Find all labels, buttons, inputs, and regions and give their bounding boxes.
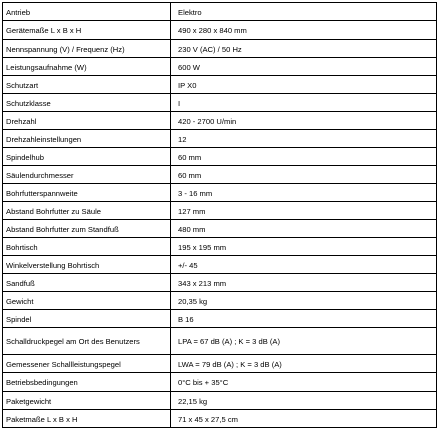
table-row — [3, 3, 437, 21]
spec-value: 22,15 kg — [171, 392, 437, 410]
spec-label: Säulendurchmesser — [3, 166, 171, 184]
table-row — [3, 130, 437, 148]
spec-value: 0°C bis + 35°C — [171, 373, 437, 392]
spec-value: I — [171, 94, 437, 112]
spec-value: 195 x 195 mm — [171, 238, 437, 256]
spec-label: Paketmaße L x B x H — [3, 410, 171, 428]
spec-label: Gerätemaße L x B x H — [3, 21, 171, 40]
spec-label: Gemessener Schallleistungspegel — [3, 355, 171, 373]
spec-label: Schalldruckpegel am Ort des Benutzers — [3, 328, 171, 355]
spec-value: 20,35 kg — [171, 292, 437, 310]
spec-label: Abstand Bohrfutter zu Säule — [3, 202, 171, 220]
spec-label: Paketgewicht — [3, 392, 171, 410]
table-row — [3, 184, 437, 202]
table-row — [3, 238, 437, 256]
spec-label: Sandfuß — [3, 274, 171, 292]
table-row — [3, 392, 437, 410]
table-row — [3, 21, 437, 40]
spec-label: Drehzahleinstellungen — [3, 130, 171, 148]
spec-value: 60 mm — [171, 166, 437, 184]
spec-value: LPA = 67 dB (A) ; K = 3 dB (A) — [171, 328, 437, 355]
spec-value: 71 x 45 x 27,5 cm — [171, 410, 437, 428]
table-row — [3, 166, 437, 184]
table-row — [3, 112, 437, 130]
table-row — [3, 292, 437, 310]
spec-label: Leistungsaufnahme (W) — [3, 58, 171, 76]
table-row — [3, 76, 437, 94]
table-row — [3, 148, 437, 166]
table-row — [3, 274, 437, 292]
spec-value: 127 mm — [171, 202, 437, 220]
table-row — [3, 373, 437, 392]
table-row — [3, 40, 437, 58]
spec-value: 600 W — [171, 58, 437, 76]
table-row — [3, 58, 437, 76]
spec-label: Gewicht — [3, 292, 171, 310]
spec-value: 490 x 280 x 840 mm — [171, 21, 437, 40]
table-row — [3, 256, 437, 274]
spec-value: 230 V (AC) / 50 Hz — [171, 40, 437, 58]
spec-label: Bohrfutterspannweite — [3, 184, 171, 202]
spec-value: 12 — [171, 130, 437, 148]
table-row — [3, 328, 437, 355]
spec-value: LWA = 79 dB (A) ; K = 3 dB (A) — [171, 355, 437, 373]
spec-value: 343 x 213 mm — [171, 274, 437, 292]
spec-value: B 16 — [171, 310, 437, 328]
table-row — [3, 410, 437, 428]
spec-value: 60 mm — [171, 148, 437, 166]
spec-value: IP X0 — [171, 76, 437, 94]
spec-label: Bohrtisch — [3, 238, 171, 256]
spec-label: Spindelhub — [3, 148, 171, 166]
spec-value: 3 - 16 mm — [171, 184, 437, 202]
spec-label: Schutzart — [3, 76, 171, 94]
spec-label: Schutzklasse — [3, 94, 171, 112]
table-row — [3, 202, 437, 220]
spec-label: Abstand Bohrfutter zum Standfuß — [3, 220, 171, 238]
specification-table — [2, 2, 437, 428]
spec-label: Drehzahl — [3, 112, 171, 130]
spec-label: Antrieb — [3, 3, 171, 21]
spec-label: Nennspannung (V) / Frequenz (Hz) — [3, 40, 171, 58]
spec-value: +/- 45 — [171, 256, 437, 274]
spec-label: Winkelverstellung Bohrtisch — [3, 256, 171, 274]
spec-value: 420 - 2700 U/min — [171, 112, 437, 130]
table-row — [3, 220, 437, 238]
spec-value: 480 mm — [171, 220, 437, 238]
spec-label: Spindel — [3, 310, 171, 328]
table-row — [3, 355, 437, 373]
spec-label: Betriebsbedingungen — [3, 373, 171, 392]
table-row — [3, 94, 437, 112]
table-row — [3, 310, 437, 328]
spec-value: Elektro — [171, 3, 437, 21]
